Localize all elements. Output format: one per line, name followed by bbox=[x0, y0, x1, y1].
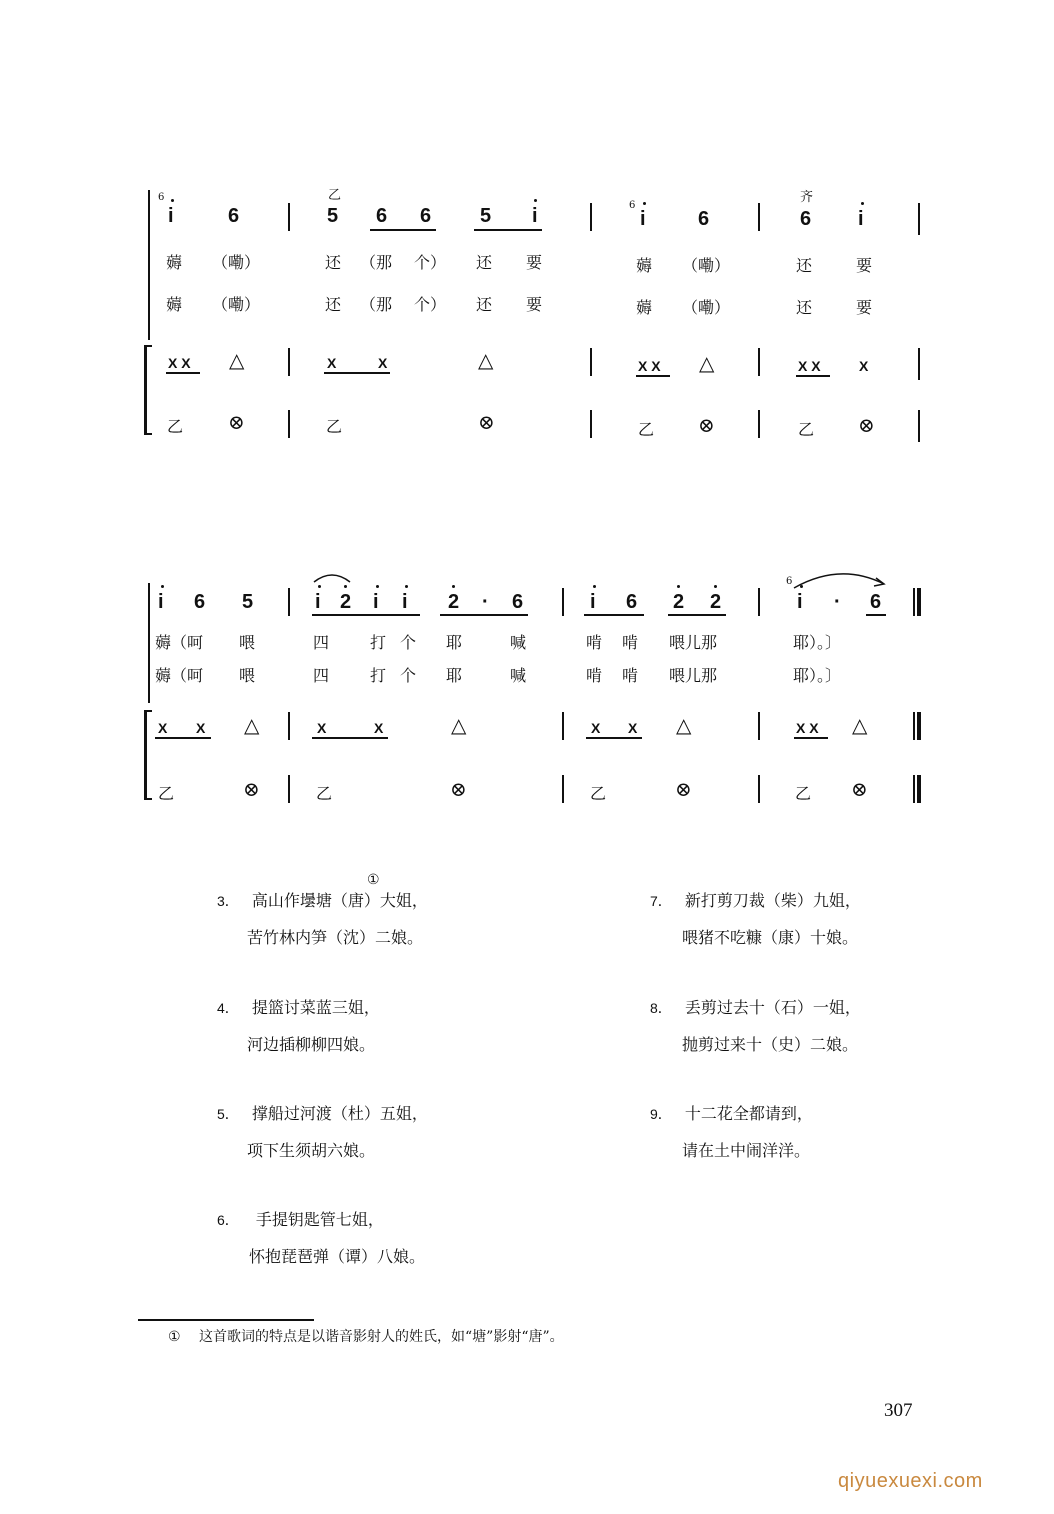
cross-circle-mark: ⊗ bbox=[450, 777, 467, 801]
lyric: 个 bbox=[400, 666, 417, 685]
lyric: 耶 bbox=[446, 666, 463, 685]
note-dot: · bbox=[834, 591, 841, 613]
triangle-mark: △ bbox=[852, 713, 868, 737]
cross-circle-mark: ⊗ bbox=[698, 413, 715, 437]
final-barline-thick bbox=[917, 712, 921, 740]
note: 5 bbox=[480, 205, 492, 227]
slur-mark bbox=[312, 568, 352, 584]
barline bbox=[758, 775, 760, 803]
percussion-yi: 乙 bbox=[798, 420, 815, 439]
percussion-yi: 乙 bbox=[638, 420, 655, 439]
percussion-note: X bbox=[628, 720, 638, 736]
percussion-yi: 乙 bbox=[167, 417, 184, 436]
percussion-yi: 乙 bbox=[590, 784, 607, 803]
note: 5 bbox=[242, 591, 254, 613]
lyric: 打 bbox=[370, 666, 387, 685]
percussion-bracket bbox=[144, 710, 147, 800]
note: 2 bbox=[710, 591, 722, 613]
lyric: 喂儿那 bbox=[669, 666, 718, 685]
final-barline-thin bbox=[913, 588, 915, 616]
note: i bbox=[373, 591, 379, 613]
cross-circle-mark: ⊗ bbox=[228, 410, 245, 434]
cross-circle-mark: ⊗ bbox=[851, 777, 868, 801]
percussion-note: X X bbox=[798, 358, 821, 374]
lyric: （那 bbox=[360, 295, 393, 314]
barline bbox=[590, 348, 592, 376]
verse-7: 7． 新打剪刀裁（柴）九姐， 喂猪不吃糠（康）十娘。 bbox=[650, 891, 861, 947]
lyric: 薅（呵 bbox=[155, 633, 204, 652]
lyric: 还 bbox=[325, 295, 342, 314]
lyric: 喂 bbox=[239, 666, 256, 685]
verse-3: 3． 高山作壜塘（唐）大姐， 苦竹林内笋（沈）二娘。 bbox=[217, 891, 428, 947]
lyric: 啃 bbox=[622, 633, 639, 652]
verse-8: 8． 丢剪过去十（石）一姐， 抛剪过来十（史）二娘。 bbox=[650, 998, 861, 1054]
lyric: 薅 bbox=[636, 256, 653, 275]
note: 6 bbox=[800, 208, 812, 230]
footnote-text: 这首歌词的特点是以谐音影射人的姓氏，如“塘”影射“唐”。 bbox=[199, 1329, 564, 1345]
barline bbox=[590, 203, 592, 231]
note: i bbox=[797, 591, 803, 613]
lyric: 薅 bbox=[166, 253, 183, 272]
footnote-divider bbox=[138, 1319, 314, 1321]
note: i bbox=[168, 205, 174, 227]
barline bbox=[288, 410, 290, 438]
percussion-note: X bbox=[196, 720, 206, 736]
verse-6: 6． 手提钥匙管七姐， 怀抱琵琶弹（谭）八娘。 bbox=[217, 1210, 426, 1266]
lyric: 耶 bbox=[446, 633, 463, 652]
lyric: 耶）。〕 bbox=[793, 666, 842, 685]
lyric: 个 bbox=[400, 633, 417, 652]
barline bbox=[758, 712, 760, 740]
triangle-mark: △ bbox=[451, 713, 467, 737]
percussion-note: X X bbox=[168, 355, 191, 371]
barline bbox=[288, 588, 290, 616]
note: i bbox=[315, 591, 321, 613]
triangle-mark: △ bbox=[699, 351, 715, 375]
lyric: 要 bbox=[526, 295, 543, 314]
slur-mark bbox=[790, 568, 890, 590]
barline bbox=[562, 588, 564, 616]
barline bbox=[562, 775, 564, 803]
barline bbox=[288, 348, 290, 376]
cross-circle-mark: ⊗ bbox=[675, 777, 692, 801]
percussion-yi: 乙 bbox=[158, 784, 175, 803]
percussion-bracket bbox=[144, 345, 147, 435]
lyric: 还 bbox=[796, 298, 813, 317]
triangle-mark: △ bbox=[244, 713, 260, 737]
lyric: 薅 bbox=[166, 295, 183, 314]
lyric: 薅（呵 bbox=[155, 666, 204, 685]
final-barline-thin bbox=[913, 775, 915, 803]
percussion-note: X X bbox=[638, 358, 661, 374]
note: i bbox=[858, 208, 864, 230]
note: 6 bbox=[698, 208, 710, 230]
barline bbox=[758, 348, 760, 376]
triangle-mark: △ bbox=[229, 348, 245, 372]
percussion-note: X bbox=[374, 720, 384, 736]
lyric: （嘞） bbox=[682, 298, 731, 317]
watermark: qiyuexuexi.com bbox=[838, 1470, 983, 1492]
lyric: （嘞） bbox=[682, 256, 731, 275]
note: 6 bbox=[512, 591, 524, 613]
percussion-note: X bbox=[378, 355, 388, 371]
note: i bbox=[402, 591, 408, 613]
verse-9: 9． 十二花全都请到， 请在土中闹洋洋。 bbox=[650, 1104, 813, 1160]
lyric: 还 bbox=[325, 253, 342, 272]
lyric: 还 bbox=[476, 295, 493, 314]
page-number: 307 bbox=[884, 1400, 913, 1421]
system-bracket bbox=[148, 583, 150, 703]
lyric: （嘞） bbox=[212, 253, 261, 272]
grace-note: 6 bbox=[158, 192, 165, 203]
note: 2 bbox=[340, 591, 352, 613]
percussion-note: X bbox=[859, 358, 869, 374]
final-barline-thick bbox=[917, 588, 921, 616]
barline bbox=[758, 588, 760, 616]
cross-circle-mark: ⊗ bbox=[478, 410, 495, 434]
note: 5 bbox=[327, 205, 339, 227]
barline bbox=[918, 410, 920, 442]
note-dot: · bbox=[482, 591, 489, 613]
footnote bbox=[168, 1326, 564, 1346]
lyric: 要 bbox=[526, 253, 543, 272]
system-bracket bbox=[148, 190, 150, 340]
lyric: 喂儿那 bbox=[669, 633, 718, 652]
barline bbox=[562, 712, 564, 740]
lyric: 个） bbox=[414, 253, 447, 272]
barline bbox=[590, 410, 592, 438]
final-barline-thin bbox=[913, 712, 915, 740]
lyric: 啃 bbox=[586, 633, 603, 652]
note: 6 bbox=[870, 591, 882, 613]
part-mark: 乙 bbox=[328, 188, 342, 203]
lyric: 四 bbox=[313, 633, 330, 652]
lyric: 喊 bbox=[510, 633, 527, 652]
triangle-mark: △ bbox=[478, 348, 494, 372]
lyric: 还 bbox=[796, 256, 813, 275]
footnote-marker: ① bbox=[367, 872, 380, 888]
lyric: 还 bbox=[476, 253, 493, 272]
lyric: 喂 bbox=[239, 633, 256, 652]
verse-5: 5． 撑船过河渡（杜）五姐， 项下生须胡六娘。 bbox=[217, 1104, 428, 1160]
footnote-mark: ① bbox=[168, 1329, 181, 1345]
percussion-yi: 乙 bbox=[326, 417, 343, 436]
note: 2 bbox=[673, 591, 685, 613]
percussion-note: X bbox=[317, 720, 327, 736]
note: 6 bbox=[376, 205, 388, 227]
note: 6 bbox=[194, 591, 206, 613]
cross-circle-mark: ⊗ bbox=[243, 777, 260, 801]
percussion-note: X bbox=[591, 720, 601, 736]
cross-circle-mark: ⊗ bbox=[858, 413, 875, 437]
barline bbox=[758, 203, 760, 231]
note: 6 bbox=[626, 591, 638, 613]
lyric: 个） bbox=[414, 295, 447, 314]
final-barline-thick bbox=[917, 775, 921, 803]
lyric: 四 bbox=[313, 666, 330, 685]
lyric: 耶）。〕 bbox=[793, 633, 842, 652]
lyric: 啃 bbox=[586, 666, 603, 685]
grace-note: 6 bbox=[629, 200, 636, 211]
lyric: 啃 bbox=[622, 666, 639, 685]
note: i bbox=[640, 208, 646, 230]
percussion-note: X bbox=[327, 355, 337, 371]
percussion-yi: 乙 bbox=[316, 784, 333, 803]
note: i bbox=[158, 591, 164, 613]
lyric: 打 bbox=[370, 633, 387, 652]
barline bbox=[288, 203, 290, 231]
lyric: 喊 bbox=[510, 666, 527, 685]
lyric: 要 bbox=[856, 298, 873, 317]
verse-4: 4． 提篮讨菜蓝三姐， 河边插柳柳四娘。 bbox=[217, 998, 380, 1054]
note: 6 bbox=[420, 205, 432, 227]
note: i bbox=[532, 205, 538, 227]
barline bbox=[758, 410, 760, 438]
part-mark: 齐 bbox=[800, 190, 814, 205]
note: i bbox=[590, 591, 596, 613]
triangle-mark: △ bbox=[676, 713, 692, 737]
percussion-yi: 乙 bbox=[795, 784, 812, 803]
percussion-note: X bbox=[158, 720, 168, 736]
barline bbox=[918, 348, 920, 380]
barline bbox=[918, 203, 920, 235]
barline bbox=[288, 775, 290, 803]
lyric: （那 bbox=[360, 253, 393, 272]
grace-note: 6 bbox=[786, 576, 793, 587]
note: 2 bbox=[448, 591, 460, 613]
lyric: 薅 bbox=[636, 298, 653, 317]
lyric: 要 bbox=[856, 256, 873, 275]
percussion-note: X X bbox=[796, 720, 819, 736]
note: 6 bbox=[228, 205, 240, 227]
lyric: （嘞） bbox=[212, 295, 261, 314]
barline bbox=[288, 712, 290, 740]
